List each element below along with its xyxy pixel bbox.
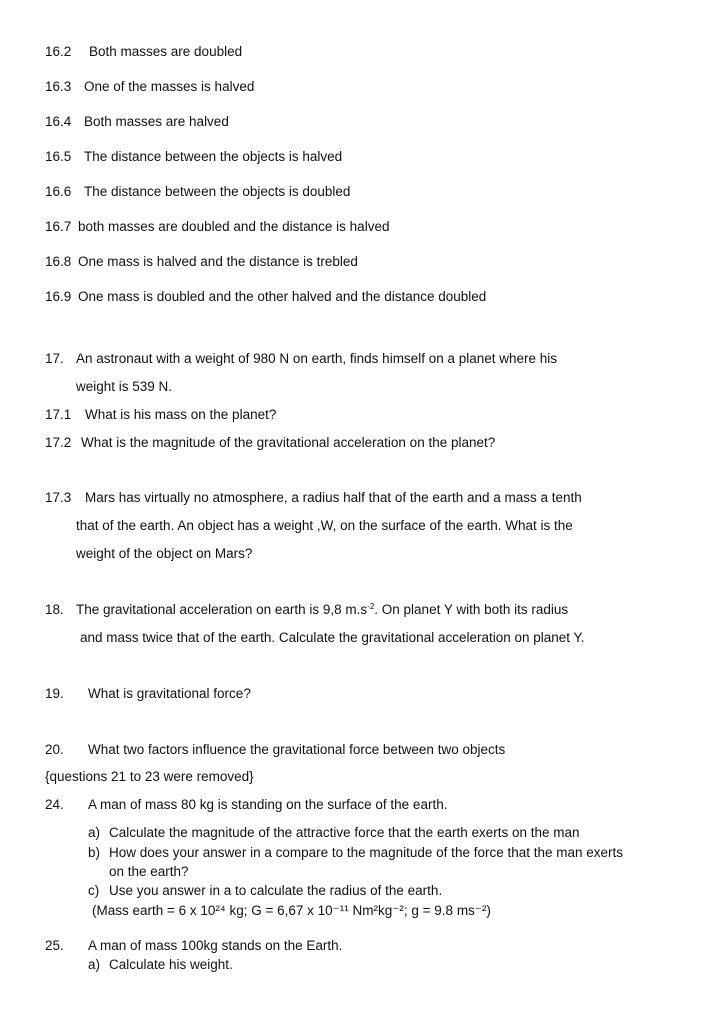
list-item [45,219,389,235]
subquestion-25a [88,957,233,973]
item-number: 16.2 [45,44,72,59]
question-text: . On planet Y with both its radius [374,602,569,617]
question-number: 17. [45,351,64,366]
item-text: One mass is doubled and the other halved and the distance doubled [78,289,487,304]
item-text: One of the masses is halved [84,79,255,94]
list-item [45,254,358,270]
question-text: Mars has virtually no atmosphere, a radius half that of the earth and a mass a tenth [85,490,582,505]
question-number: 17.3 [45,490,72,505]
question-text: What two factors influence the gravitational force between two objects [88,742,506,757]
item-number: 16.3 [45,79,72,94]
item-number: 16.4 [45,114,72,129]
question-number: 24. [45,797,64,812]
question-text: The gravitational acceleration on earth is 9,8 m.s [76,602,368,617]
question-number: 25. [45,938,64,953]
question-text: Use you answer in a to calculate the radius of the earth. [109,883,443,898]
item-text: Both masses are doubled [89,44,243,59]
list-item [45,289,486,305]
question-text-continued: weight of the object on Mars? [76,546,253,561]
question-17 [45,351,557,367]
subquestion-24c [88,883,442,899]
list-item [45,184,350,200]
question-text: Calculate his weight. [109,957,233,972]
question-number: 17.2 [45,435,72,450]
question-text: A man of mass 100kg stands on the Earth. [88,938,343,953]
list-item [45,149,342,165]
question-19 [45,686,251,702]
subquestion-label: a) [88,825,101,840]
item-text: The distance between the objects is halved [84,149,343,164]
question-number: 17.1 [45,407,72,422]
question-text: What is gravitational force? [88,686,251,701]
question-text-continued: that of the earth. An object has a weight ,W, on the surface of the earth. What is the [76,518,573,533]
question-text: What is the magnitude of the gravitational acceleration on the planet? [81,435,496,450]
question-text: A man of mass 80 kg is standing on the surface of the earth. [88,797,448,812]
question-25 [45,938,342,954]
question-number: 19. [45,686,64,701]
subquestion-24b [88,845,623,861]
subquestion-17-3 [45,490,582,506]
question-20 [45,742,505,758]
subquestion-17-2 [45,435,495,451]
subquestion-label: a) [88,957,101,972]
question-18 [45,602,568,618]
question-text: What is his mass on the planet? [85,407,277,422]
list-item [45,114,229,130]
item-number: 16.7 [45,219,72,234]
exponent: -2 [367,602,375,611]
subquestion-17-1 [45,407,276,423]
item-number: 16.6 [45,184,72,199]
list-item [45,44,242,60]
removed-note: {questions 21 to 23 were removed} [45,769,254,784]
item-text: Both masses are halved [84,114,229,129]
list-item [45,79,254,95]
question-text: An astronaut with a weight of 980 N on earth, finds himself on a planet where his [76,351,558,366]
question-text: How does your answer in a compare to the magnitude of the force that the man exerts [109,845,624,860]
item-number: 16.5 [45,149,72,164]
item-number: 16.8 [45,254,72,269]
given-constants: (Mass earth = 6 x 10²⁴ kg; G = 6,67 x 10⁻¹¹ Nm²kg⁻²; g = 9.8 ms⁻²) [92,903,491,918]
item-text: both masses are doubled and the distance is halved [78,219,390,234]
subquestion-24a [88,825,580,841]
question-number: 18. [45,602,64,617]
item-text: The distance between the objects is doubled [84,184,351,199]
item-text: One mass is halved and the distance is trebled [78,254,358,269]
question-number: 20. [45,742,64,757]
question-text-continued: weight is 539 N. [76,379,173,394]
subquestion-label: b) [88,845,101,860]
subquestion-label: c) [88,883,100,898]
item-number: 16.9 [45,289,72,304]
question-text-continued: on the earth? [109,864,189,879]
question-text: Calculate the magnitude of the attractive force that the earth exerts on the man [109,825,580,840]
question-24 [45,797,447,813]
question-text-continued: and mass twice that of the earth. Calculate the gravitational acceleration on planet Y. [80,630,585,645]
